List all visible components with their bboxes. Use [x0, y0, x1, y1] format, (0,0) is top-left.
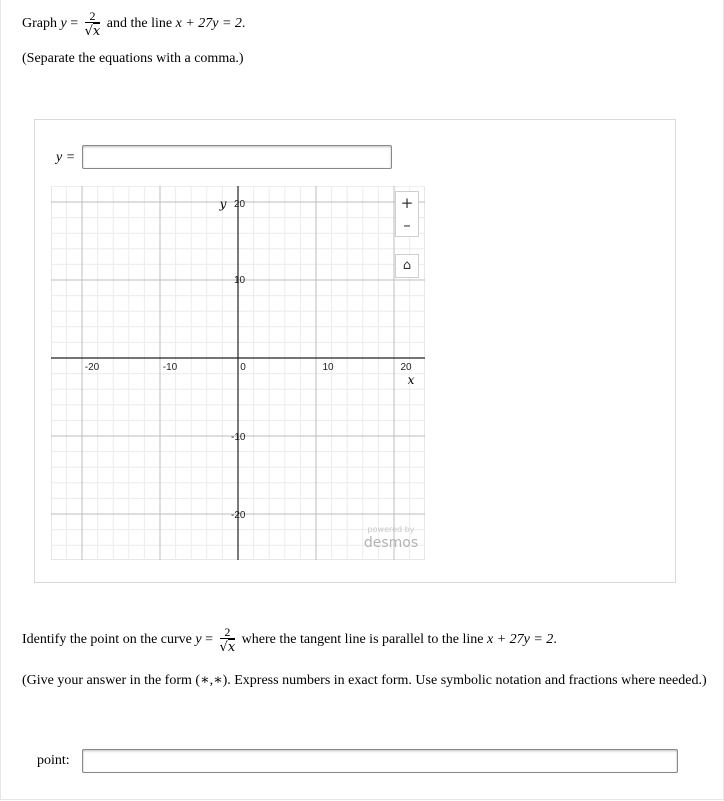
fraction	[85, 10, 101, 38]
prompt-text: Identify the point on the curve	[22, 632, 192, 648]
zoom-in-button[interactable]: +	[395, 191, 419, 215]
x-tick-label: -10	[162, 362, 178, 373]
y-tick-label: -10	[231, 432, 246, 443]
question-1-prompt	[22, 10, 245, 38]
question-2-instruction: (Give your answer in the form (∗,∗). Express numbers in exact form. Use symbolic notation and fractions where needed.)	[22, 673, 707, 688]
period: .	[241, 16, 246, 32]
line-equation: x + 27y = 2	[486, 632, 554, 648]
fraction-numerator: 2	[224, 625, 231, 639]
y-tick-label: -20	[231, 510, 246, 521]
radicand: x	[227, 640, 236, 655]
zoom-out-button[interactable]: –	[395, 214, 419, 237]
x-tick-label: 10	[322, 362, 334, 373]
prompt-text: Graph	[22, 16, 57, 32]
fraction-numerator: 2	[89, 9, 96, 23]
question-1-instruction: (Separate the equations with a comma.)	[22, 51, 244, 66]
fraction	[220, 626, 236, 654]
prompt-text: and the line	[106, 16, 173, 32]
y-tick-label: 20	[234, 199, 246, 210]
powered-by-text: powered by	[367, 525, 415, 534]
period: .	[553, 632, 557, 648]
prompt-text: where the tangent line is parallel to the line	[241, 632, 484, 648]
y-axis-label: y	[219, 197, 227, 211]
line-equation: x + 27y = 2	[175, 16, 242, 32]
radicand: x	[92, 24, 101, 39]
y-input-label: y =	[56, 150, 76, 165]
x-axis-label: x	[407, 373, 415, 387]
y-tick-label: 10	[234, 275, 246, 286]
home-icon[interactable]: ⌂	[395, 254, 419, 278]
math-var: y	[60, 16, 67, 32]
fraction-denominator: √x	[219, 640, 236, 655]
x-tick-label: 20	[400, 362, 412, 373]
equation-input[interactable]	[82, 145, 392, 169]
x-tick-label: 0	[240, 362, 246, 373]
point-input-label: point:	[37, 753, 70, 768]
fraction-denominator: √x	[84, 24, 101, 39]
desmos-logo: desmos	[363, 535, 419, 551]
x-tick-label: -20	[84, 362, 100, 373]
point-input[interactable]	[82, 749, 678, 773]
math-var: y	[195, 632, 202, 648]
math-eq: =	[205, 632, 214, 648]
question-2-prompt	[22, 626, 557, 654]
desmos-graph[interactable]	[51, 186, 425, 560]
math-eq: =	[70, 16, 79, 32]
